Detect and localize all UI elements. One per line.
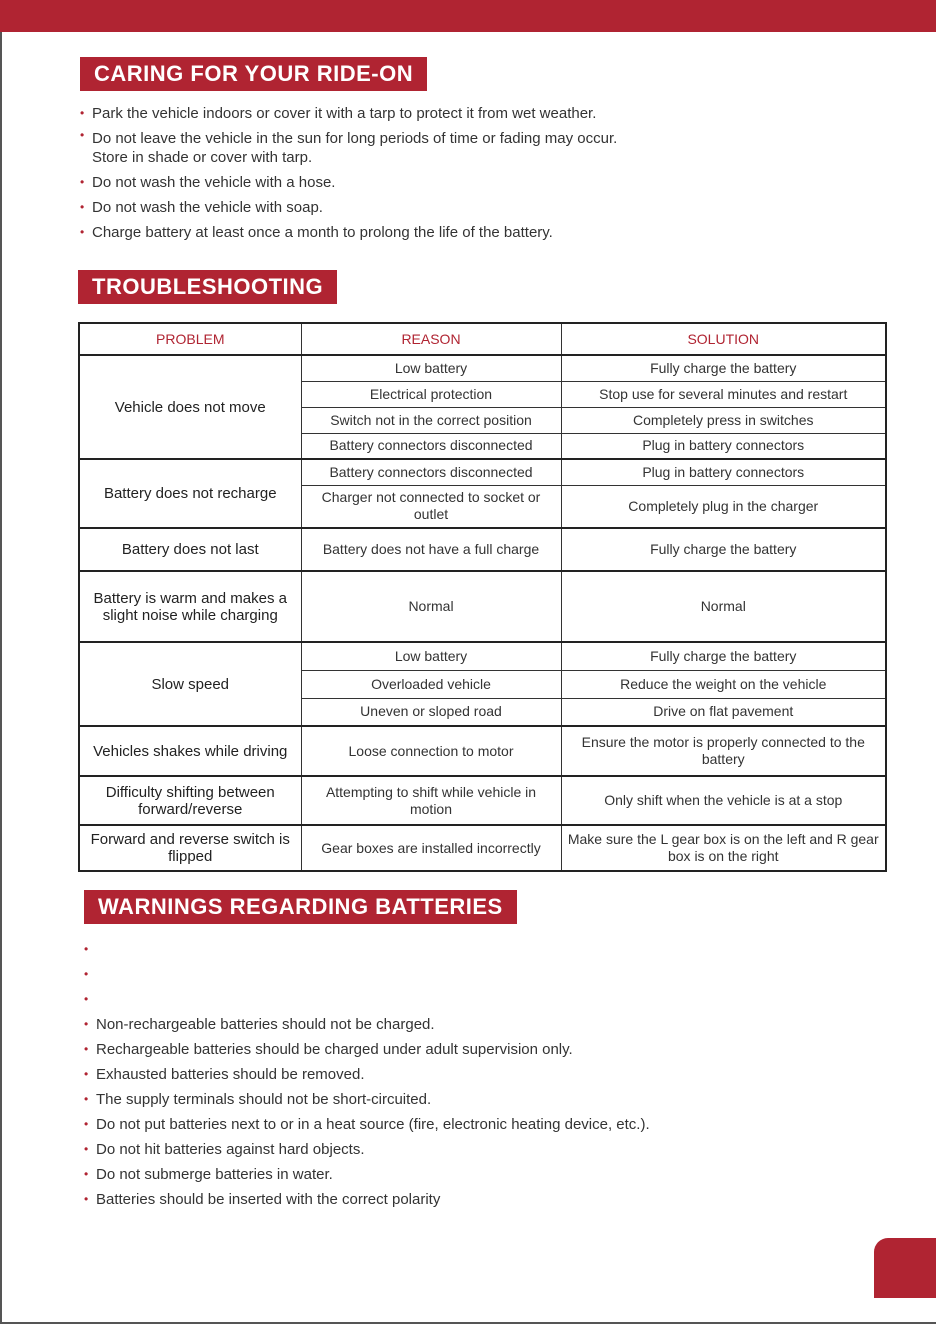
warning-item-text: Batteries should be inserted with the correct polarity (96, 1191, 441, 1208)
solution-cell: Stop use for several minutes and restart (561, 381, 886, 407)
problem-cell: Vehicles shakes while driving (79, 726, 301, 776)
warning-item (84, 1187, 844, 1212)
solution-cell: Reduce the weight on the vehicle (561, 670, 886, 698)
solution-cell: Drive on flat pavement (561, 698, 886, 726)
warning-item (84, 1137, 844, 1162)
bullet-icon: • (84, 1017, 89, 1031)
caring-item (80, 220, 840, 245)
table-row (79, 571, 886, 642)
column-header-problem: PROBLEM (79, 323, 301, 355)
reason-cell: Overloaded vehicle (301, 670, 561, 698)
solution-cell: Fully charge the battery (561, 355, 886, 381)
caring-item-text: Charge battery at least once a month to prolong the life of the battery. (92, 224, 553, 241)
warning-item-text: Exhausted batteries should be removed. (96, 1066, 365, 1083)
reason-cell: Battery does not have a full charge (301, 528, 561, 571)
warning-item (84, 937, 844, 962)
table-row (79, 642, 886, 670)
caring-list (80, 101, 840, 245)
troubleshooting-table (78, 322, 887, 872)
solution-cell: Completely press in switches (561, 407, 886, 433)
solution-cell: Ensure the motor is properly connected to the battery (561, 726, 886, 776)
reason-cell: Normal (301, 571, 561, 642)
bullet-icon: • (80, 225, 85, 239)
bullet-icon: • (84, 1142, 89, 1156)
warning-item (84, 962, 844, 987)
bullet-icon: • (84, 992, 89, 1006)
troubleshooting-heading: TROUBLESHOOTING (78, 270, 337, 304)
problem-cell: Battery is warm and makes a slight noise while charging (79, 571, 301, 642)
solution-cell: Only shift when the vehicle is at a stop (561, 776, 886, 825)
warning-item (84, 1012, 844, 1037)
warning-item (84, 1037, 844, 1062)
warning-item (84, 1162, 844, 1187)
caring-item (80, 170, 840, 195)
reason-cell: Battery connectors disconnected (301, 433, 561, 459)
table-row (79, 459, 886, 485)
caring-item (80, 101, 840, 126)
bullet-icon: • (80, 106, 85, 120)
warnings-list (84, 937, 844, 1212)
bullet-icon: • (84, 1067, 89, 1081)
warnings-heading: WARNINGS REGARDING BATTERIES (84, 890, 517, 924)
bullet-icon: • (84, 1167, 89, 1181)
table-header-row (79, 323, 886, 355)
caring-item-text: Do not wash the vehicle with a hose. (92, 174, 336, 191)
problem-cell: Battery does not recharge (79, 459, 301, 528)
problem-cell: Vehicle does not move (79, 355, 301, 459)
reason-cell: Charger not connected to socket or outlet (301, 485, 561, 528)
column-header-reason: REASON (301, 323, 561, 355)
problem-cell: Difficulty shifting between forward/reverse (79, 776, 301, 825)
page-corner-tab (874, 1238, 936, 1298)
solution-cell: Fully charge the battery (561, 528, 886, 571)
problem-cell: Forward and reverse switch is flipped (79, 825, 301, 871)
reason-cell: Battery connectors disconnected (301, 459, 561, 485)
bullet-icon: • (84, 1117, 89, 1131)
bullet-icon: • (80, 175, 85, 189)
solution-cell: Plug in battery connectors (561, 459, 886, 485)
bullet-icon: • (84, 942, 89, 956)
table-row (79, 776, 886, 825)
reason-cell: Electrical protection (301, 381, 561, 407)
caring-item-text: Do not wash the vehicle with soap. (92, 199, 323, 216)
warning-item (84, 987, 844, 1012)
bullet-icon: • (84, 967, 89, 981)
solution-cell: Make sure the L gear box is on the left and R gear box is on the right (561, 825, 886, 871)
reason-cell: Low battery (301, 642, 561, 670)
bullet-icon: • (80, 128, 85, 142)
caring-item-text: Park the vehicle indoors or cover it with a tarp to protect it from wet weather. (92, 105, 597, 122)
warning-item-text: Do not submerge batteries in water. (96, 1166, 333, 1183)
caring-item (80, 126, 840, 170)
table-row (79, 825, 886, 871)
solution-cell: Completely plug in the charger (561, 485, 886, 528)
reason-cell: Switch not in the correct position (301, 407, 561, 433)
warning-item (84, 1112, 844, 1137)
bullet-icon: • (84, 1192, 89, 1206)
bullet-icon: • (84, 1042, 89, 1056)
problem-cell: Battery does not last (79, 528, 301, 571)
caring-item-text: Do not leave the vehicle in the sun for long periods of time or fading may occur. (92, 130, 618, 147)
warning-item (84, 1087, 844, 1112)
table-row (79, 355, 886, 381)
solution-cell: Plug in battery connectors (561, 433, 886, 459)
left-page-rule (0, 32, 2, 1324)
table-row (79, 726, 886, 776)
warning-item (84, 1062, 844, 1087)
reason-cell: Uneven or sloped road (301, 698, 561, 726)
warning-item-text: Non-rechargeable batteries should not be charged. (96, 1016, 435, 1033)
problem-cell: Slow speed (79, 642, 301, 726)
warning-item-text: The supply terminals should not be short-circuited. (96, 1091, 432, 1108)
reason-cell: Loose connection to motor (301, 726, 561, 776)
reason-cell: Attempting to shift while vehicle in motion (301, 776, 561, 825)
column-header-solution: SOLUTION (561, 323, 886, 355)
warning-item-text: Do not put batteries next to or in a heat source (fire, electronic heating device, etc.). (96, 1116, 650, 1133)
reason-cell: Low battery (301, 355, 561, 381)
caring-item (80, 195, 840, 220)
solution-cell: Normal (561, 571, 886, 642)
table-row (79, 528, 886, 571)
warning-item-text: Rechargeable batteries should be charged under adult supervision only. (96, 1041, 573, 1058)
warning-item-text: Do not hit batteries against hard objects. (96, 1141, 365, 1158)
top-banner (0, 0, 936, 32)
caring-item-text: Store in shade or cover with tarp. (92, 149, 313, 166)
bullet-icon: • (84, 1092, 89, 1106)
caring-heading: CARING FOR YOUR RIDE-ON (80, 57, 427, 91)
solution-cell: Fully charge the battery (561, 642, 886, 670)
reason-cell: Gear boxes are installed incorrectly (301, 825, 561, 871)
bullet-icon: • (80, 200, 85, 214)
